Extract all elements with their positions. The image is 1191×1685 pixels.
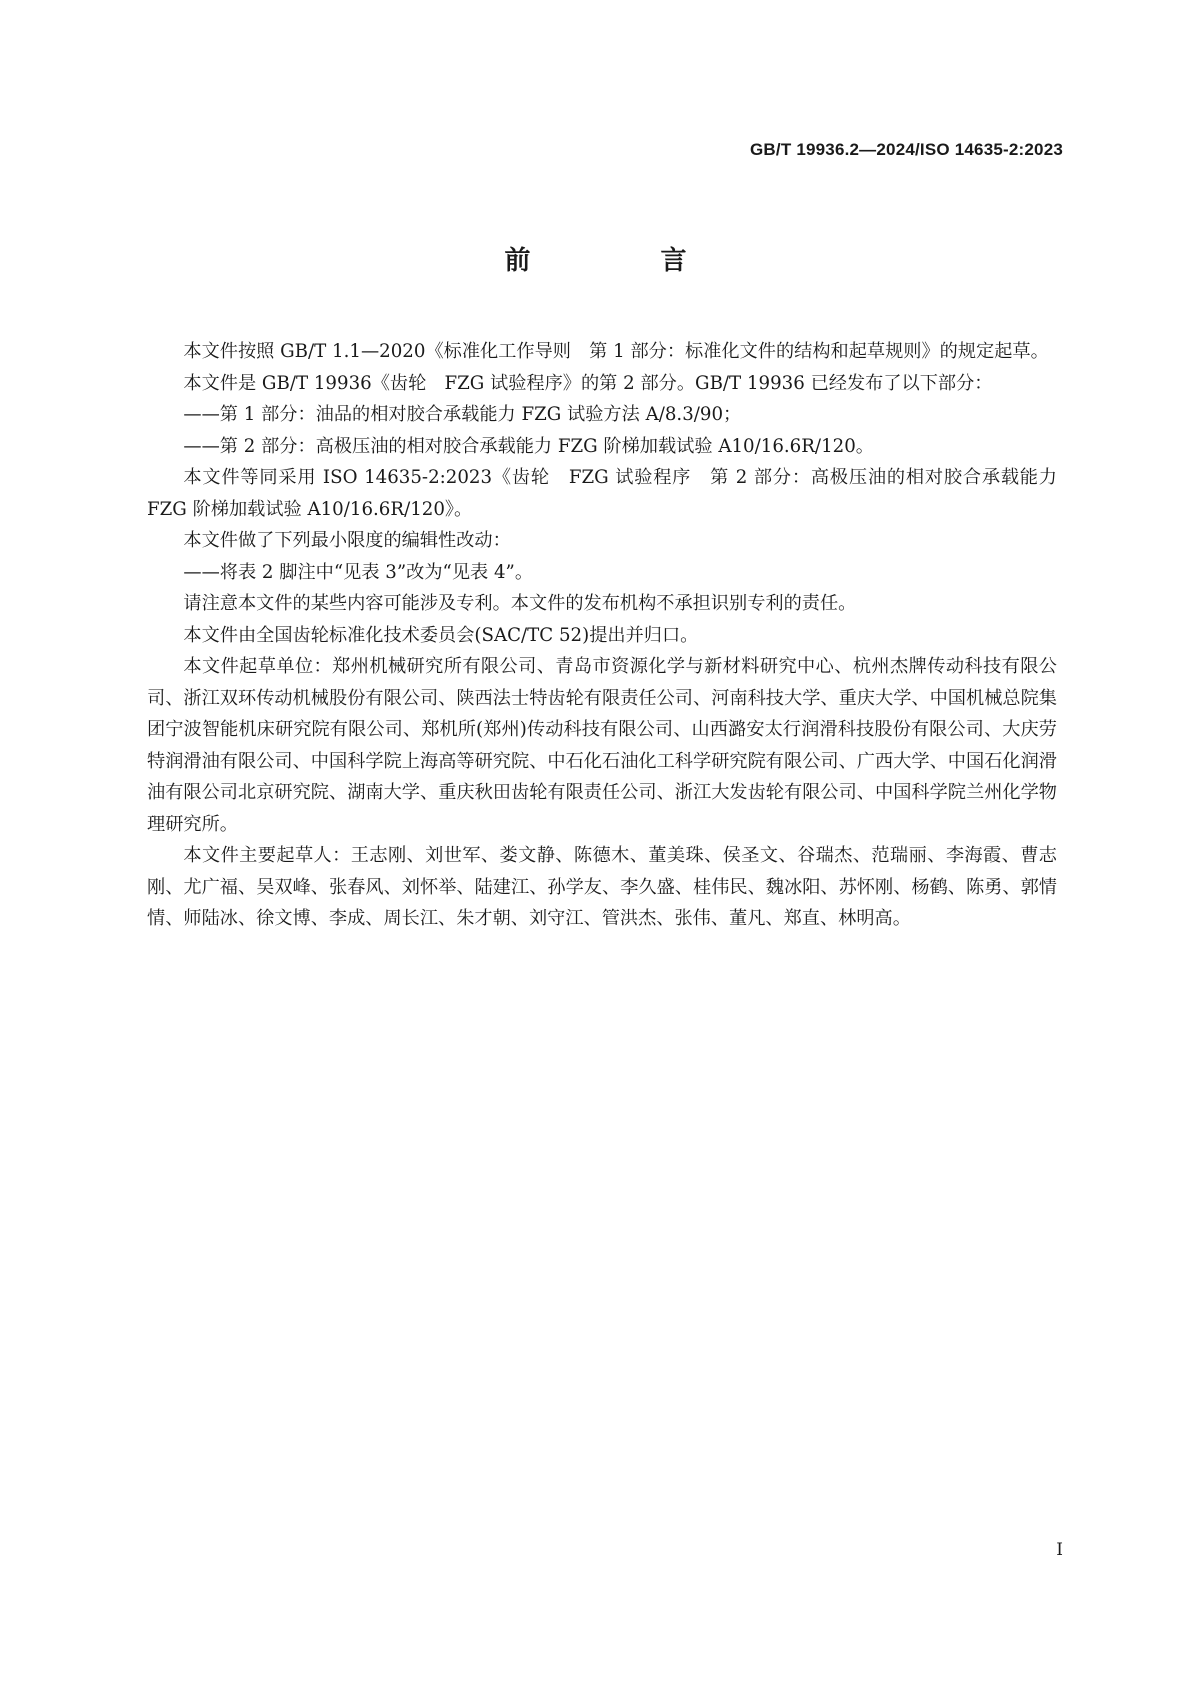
page-number: I bbox=[1056, 1540, 1063, 1560]
standard-code: GB/T 19936.2—2024/ISO 14635-2:2023 bbox=[750, 140, 1063, 159]
paragraph-drafting-rules: 本文件按照 GB/T 1.1—2020《标准化工作导则 第 1 部分：标准化文件的结构和起草规则》的规定起草。 bbox=[183, 341, 1049, 362]
paragraph-drafting-units: 本文件起草单位：郑州机械研究所有限公司、青岛市资源化学与新材料研究中心、杭州杰牌传动科技有限公司、浙江双环传动机械股份有限公司、陕西法士特齿轮有限责任公司、河南科技大学、重庆大学、中国机械总院集团宁波智能机床研究院有限公司、郑机所(郑州)传动科技有限公司、山西潞安太行润滑科技股份有限公司、大庆劳特润滑油有限公司、中国科学院上海高等研究院、中石化石油化工科学研究院有限公司、广西大学、中国石化润滑油有限公司北京研究院、湖南大学、重庆秋田齿轮有限责任公司、浙江大发齿轮有限公司、中国科学院兰州化学物理研究所。 bbox=[147, 656, 1057, 835]
list-item-part-1: ——第 1 部分：油品的相对胶合承载能力 FZG 试验方法 A/8.3/90； bbox=[183, 404, 742, 425]
list-item-part-2: ——第 2 部分：高极压油的相对胶合承载能力 FZG 阶梯加载试验 A10/16.6R/120。 bbox=[183, 435, 874, 457]
paragraph-editorial-changes: 本文件做了下列最小限度的编辑性改动： bbox=[183, 530, 511, 551]
paragraph-part-of-series: 本文件是 GB/T 19936《齿轮 FZG 试验程序》的第 2 部分。GB/T 19936 已经发布了以下部分： bbox=[183, 372, 993, 394]
paragraph-drafters: 本文件主要起草人：王志刚、刘世军、娄文静、陈德木、董美珠、侯圣文、谷瑞杰、范瑞丽、李海霞、曹志刚、尤广福、吴双峰、张春风、刘怀举、陆建江、孙学友、李久盛、桂伟民、魏冰阳、苏怀刚、杨鹤、陈勇、郭情情、师陆冰、徐文博、李成、周长江、朱才朝、刘守江、管洪杰、张伟、董凡、郑直、林明高。 bbox=[147, 845, 1057, 929]
list-item-editorial-change: ——将表 2 脚注中“见表 3”改为“见表 4”。 bbox=[183, 561, 534, 583]
paragraph-proposer: 本文件由全国齿轮标准化技术委员会(SAC/TC 52)提出并归口。 bbox=[183, 624, 699, 646]
paragraph-patent-notice: 请注意本文件的某些内容可能涉及专利。本文件的发布机构不承担识别专利的责任。 bbox=[183, 593, 857, 614]
foreword-body bbox=[147, 336, 1057, 935]
page-title: 前 言 bbox=[504, 246, 739, 276]
paragraph-iso-adoption: 本文件等同采用 ISO 14635-2:2023《齿轮 FZG 试验程序 第 2 部分：高极压油的相对胶合承载能力 FZG 阶梯加载试验 A10/16.6R/120》。 bbox=[147, 467, 1057, 520]
